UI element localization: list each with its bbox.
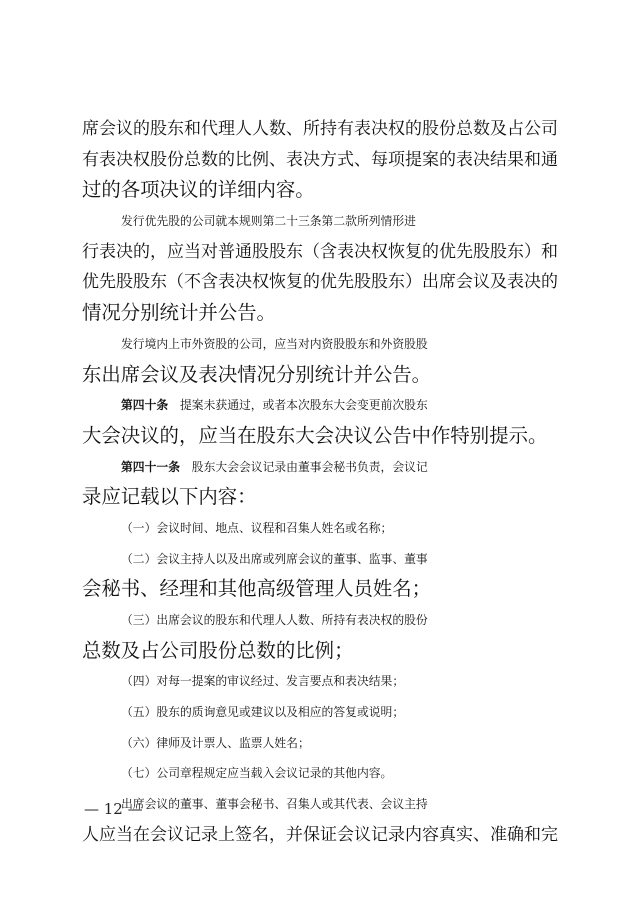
text-segment: （七）公司章程规定应当载入会议记录的其他内容。 <box>121 766 393 781</box>
text-line <box>82 666 560 697</box>
text-line <box>82 482 560 513</box>
text-segment: 录应记载以下内容： <box>82 485 257 509</box>
text-segment: 过的各项决议的详细内容。 <box>82 178 315 202</box>
text-segment: （四）对每一提案的审议经过、发言要点和表决结果； <box>121 674 405 689</box>
text-line <box>82 636 560 667</box>
text-segment: 总数及占公司股份总数的比例； <box>82 638 354 662</box>
text-line <box>82 206 560 237</box>
text-line <box>82 175 560 206</box>
text-segment: （一）会议时间、地点、议程和召集人姓名或名称； <box>121 520 393 535</box>
text-segment: 会秘书、经理和其他高级管理人员姓名； <box>82 577 432 601</box>
text-segment: 股东大会会议记录由董事会秘书负责，会议记 <box>180 459 428 474</box>
text-line <box>82 421 560 452</box>
text-segment: 发行境内上市外资股的公司，应当对内资股股东和外资股股 <box>121 336 428 351</box>
text-line <box>82 574 560 605</box>
text-line <box>82 728 560 759</box>
text-segment: 情况分别统计并公告。 <box>82 301 276 325</box>
text-segment: 席会议的股东和代理人人数、所持有表决权的股份总数及占公司 <box>82 119 558 139</box>
text-segment: 提案未获通过，或者本次股东大会变更前次股东 <box>168 398 428 413</box>
text-segment: （二）会议主持人以及出席或列席会议的董事、监事、董事 <box>121 551 428 566</box>
text-segment: （五）股东的质询意见或建议以及相应的答复或说明； <box>121 705 405 720</box>
text-line <box>82 114 560 145</box>
text-line <box>82 360 560 391</box>
text-segment: 人应当在会议记录上签名，并保证会议记录内容真实、准确和完 <box>82 824 558 845</box>
text-segment: 优先股股东（不含表决权恢复的优先股股东）出席会议及表决的 <box>82 272 558 293</box>
text-line <box>82 605 560 636</box>
text-segment: 发行优先股的公司就本规则第二十三条第二款所列情形进 <box>121 214 416 229</box>
text-line <box>82 758 560 789</box>
text-line <box>82 820 560 851</box>
text-line <box>82 697 560 728</box>
text-line <box>82 267 560 298</box>
page-number: — 12 — <box>84 800 143 818</box>
article-heading: 第四十一条 <box>121 459 180 474</box>
text-segment: （六）律师及计票人、监票人姓名； <box>121 735 310 750</box>
text-segment: 有表决权股份总数的比例、表决方式、每项提案的表决结果和通 <box>82 149 558 170</box>
text-line <box>82 237 560 268</box>
text-line <box>82 329 560 360</box>
text-line <box>82 145 560 176</box>
text-line <box>82 298 560 329</box>
text-line <box>82 544 560 575</box>
text-segment: 东出席会议及表决情况分别统计并公告。 <box>82 362 432 386</box>
text-line <box>82 789 560 820</box>
text-segment: （三）出席会议的股东和代理人人数、所持有表决权的股份 <box>121 613 428 627</box>
text-segment: 大会决议的，应当在股东大会决议公告中作特别提示。 <box>82 423 548 447</box>
body-text <box>82 114 560 851</box>
text-line <box>82 452 560 483</box>
text-segment: 行表决的，应当对普通股股东（含表决权恢复的优先股股东）和 <box>82 241 558 262</box>
article-heading: 第四十条 <box>121 398 169 413</box>
text-line <box>82 513 560 544</box>
text-segment: 出席会议的董事、董事会秘书、召集人或其代表、会议主持 <box>121 797 428 812</box>
text-line <box>82 390 560 421</box>
